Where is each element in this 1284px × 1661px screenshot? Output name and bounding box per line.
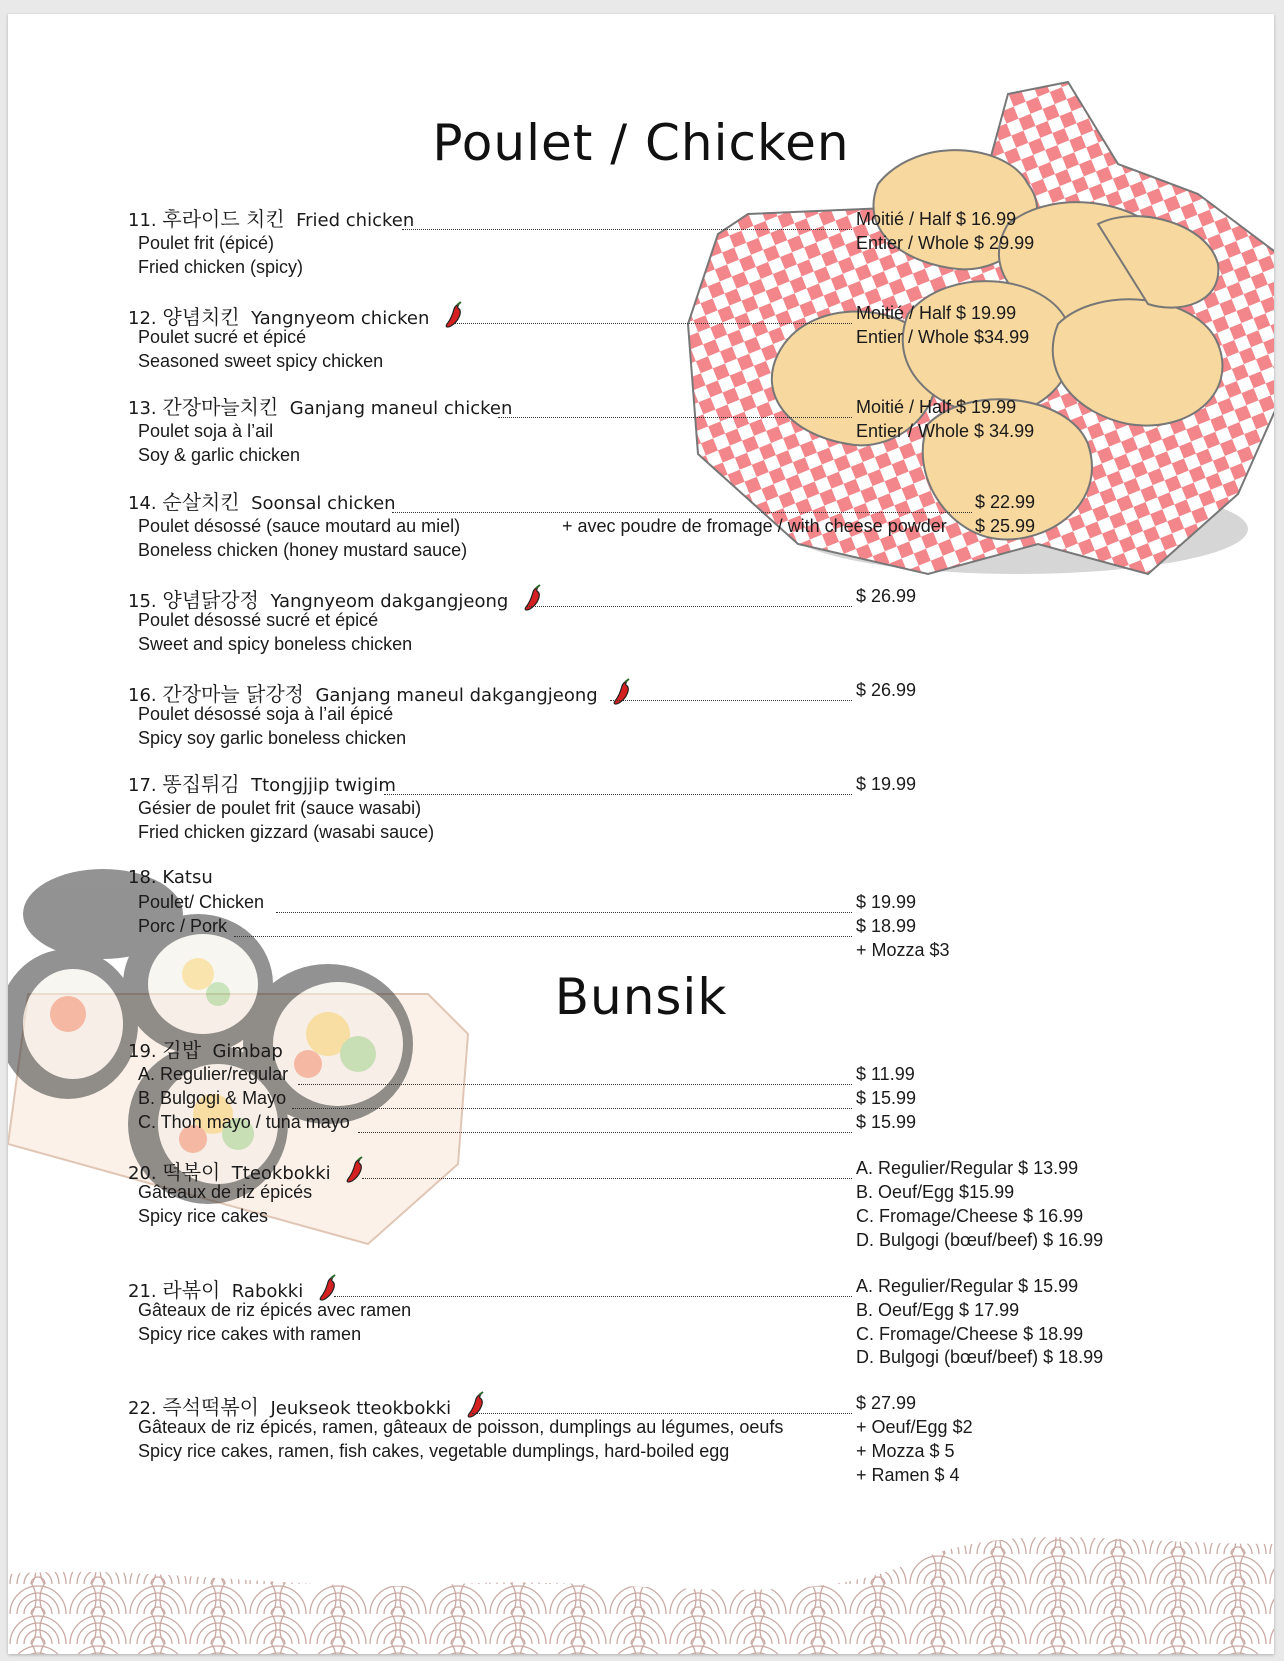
katsu-option-chicken: Poulet/ Chicken <box>138 892 265 912</box>
menu-item-11-desc-fr: Poulet frit (épicé) <box>138 233 275 253</box>
price-12-half: Moitié / Half $ 19.99 <box>856 303 1017 323</box>
menu-item-16-desc-fr: Poulet désossé soja à l’ail épicé <box>138 704 394 724</box>
dot-leader <box>472 1391 852 1414</box>
price-20-c: C. Fromage/Cheese $ 16.99 <box>856 1206 1084 1226</box>
dot-leader <box>610 678 852 701</box>
price-20-d: D. Bulgogi (bœuf/beef) $ 16.99 <box>856 1230 1104 1250</box>
menu-item-16-header: 16. 간장마늘 닭강정 Ganjang maneul dakgangjeong <box>128 678 633 702</box>
menu-item-17-header: 17. 똥집튀김 Ttongjjip twigim <box>128 772 396 796</box>
cheese-powder-option-label: + avec poudre de fromage / with cheese powder <box>562 516 947 536</box>
menu-item-22-desc-fr: Gâteaux de riz épicés, ramen, gâteaux de poisson, dumplings au légumes, oeufs <box>138 1417 784 1437</box>
price-14: $ 22.99 <box>975 492 1036 512</box>
price-11-whole: Entier / Whole $ 29.99 <box>856 233 1035 253</box>
dot-leader <box>234 914 852 937</box>
menu-item-15-desc-fr: Poulet désossé sucré et épicé <box>138 610 379 630</box>
gimbap-option-a: A. Regulier/regular <box>138 1064 289 1084</box>
wave-pattern-decoration <box>8 1524 1274 1654</box>
price-18-chicken: $ 19.99 <box>856 892 917 912</box>
price-13-half: Moitié / Half $ 19.99 <box>856 397 1017 417</box>
menu-item-11-desc-en: Fried chicken (spicy) <box>138 257 304 277</box>
dot-leader <box>498 395 852 418</box>
price-17: $ 19.99 <box>856 774 917 794</box>
menu-item-18-header: 18. Katsu <box>128 867 213 888</box>
menu-item-15-desc-en: Sweet and spicy boneless chicken <box>138 634 413 654</box>
price-19-c: $ 15.99 <box>856 1112 917 1132</box>
menu-item-11-header: 11. 후라이드 치킨 Fried chicken <box>128 207 415 231</box>
dot-leader <box>358 1110 852 1133</box>
dot-leader <box>362 1156 852 1179</box>
menu-item-14-header: 14. 순살치킨 Soonsal chicken <box>128 490 396 514</box>
menu-item-17-desc-fr: Gésier de poulet frit (sauce wasabi) <box>138 798 422 818</box>
section-title-bunsik: Bunsik <box>554 968 728 1026</box>
price-20-a: A. Regulier/Regular $ 13.99 <box>856 1158 1079 1178</box>
menu-item-21-desc-fr: Gâteaux de riz épicés avec ramen <box>138 1300 412 1320</box>
menu-page <box>8 14 1274 1654</box>
price-21-c: C. Fromage/Cheese $ 18.99 <box>856 1324 1084 1344</box>
menu-item-21-header: 21. 라볶이 Rabokki <box>128 1274 339 1298</box>
menu-item-16-desc-en: Spicy soy garlic boneless chicken <box>138 728 407 748</box>
menu-item-12-desc-fr: Poulet sucré et épicé <box>138 327 307 347</box>
price-13-whole: Entier / Whole $ 34.99 <box>856 421 1035 441</box>
dot-leader <box>455 301 852 324</box>
addon-22-ramen: + Ramen $ 4 <box>856 1465 960 1485</box>
menu-item-20-desc-fr: Gâteaux de riz épicés <box>138 1182 313 1202</box>
dot-leader <box>292 1086 852 1109</box>
price-19-b: $ 15.99 <box>856 1088 917 1108</box>
dot-leader <box>298 1062 852 1085</box>
menu-item-20-desc-en: Spicy rice cakes <box>138 1206 269 1226</box>
dot-leader <box>384 772 852 795</box>
gimbap-option-c: C. Thon mayo / tuna mayo <box>138 1112 350 1132</box>
katsu-option-pork: Porc / Pork <box>138 916 228 936</box>
price-14-cheese: $ 25.99 <box>975 516 1036 536</box>
menu-item-14-desc-en: Boneless chicken (honey mustard sauce) <box>138 540 468 560</box>
addon-22-egg: + Oeuf/Egg $2 <box>856 1417 973 1437</box>
addon-22-mozza: + Mozza $ 5 <box>856 1441 955 1461</box>
price-22: $ 27.99 <box>856 1393 917 1413</box>
dot-leader <box>526 584 852 607</box>
price-21-b: B. Oeuf/Egg $ 17.99 <box>856 1300 1020 1320</box>
section-title-chicken: Poulet / Chicken <box>432 114 850 172</box>
price-21-d: D. Bulgogi (bœuf/beef) $ 18.99 <box>856 1347 1104 1367</box>
price-12-whole: Entier / Whole $34.99 <box>856 327 1030 347</box>
price-19-a: $ 11.99 <box>856 1064 915 1084</box>
menu-item-13-desc-fr: Poulet soja à l’ail <box>138 421 274 441</box>
menu-item-13-header: 13. 간장마늘치킨 Ganjang maneul chicken <box>128 395 513 419</box>
menu-item-22-desc-en: Spicy rice cakes, ramen, fish cakes, vegetable dumplings, hard-boiled egg <box>138 1441 730 1461</box>
dot-leader <box>334 1274 852 1297</box>
gimbap-option-b: B. Bulgogi & Mayo <box>138 1088 287 1108</box>
menu-item-19-header: 19. 김밥 Gimbap <box>128 1038 283 1062</box>
price-16: $ 26.99 <box>856 680 917 700</box>
price-11-half: Moitié / Half $ 16.99 <box>856 209 1017 229</box>
menu-item-15-header: 15. 양념닭강정 Yangnyeom dakgangjeong <box>128 584 544 608</box>
menu-item-14-desc-fr: Poulet désossé (sauce moutard au miel) <box>138 516 461 536</box>
menu-item-13-desc-en: Soy & garlic chicken <box>138 445 301 465</box>
dot-leader <box>276 890 852 913</box>
menu-item-12-desc-en: Seasoned sweet spicy chicken <box>138 351 384 371</box>
menu-item-17-desc-en: Fried chicken gizzard (wasabi sauce) <box>138 822 435 842</box>
menu-item-20-header: 20. 떡볶이 Tteokbokki <box>128 1156 366 1180</box>
menu-item-21-desc-en: Spicy rice cakes with ramen <box>138 1324 362 1344</box>
dot-leader <box>402 207 852 230</box>
dot-leader <box>392 490 972 513</box>
price-20-b: B. Oeuf/Egg $15.99 <box>856 1182 1015 1202</box>
price-21-a: A. Regulier/Regular $ 15.99 <box>856 1276 1079 1296</box>
katsu-mozza-addon: + Mozza $3 <box>856 940 950 960</box>
price-18-pork: $ 18.99 <box>856 916 917 936</box>
menu-item-22-header: 22. 즉석떡볶이 Jeukseok tteokbokki <box>128 1391 487 1415</box>
menu-item-12-header: 12. 양념치킨 Yangnyeom chicken <box>128 301 465 325</box>
price-15: $ 26.99 <box>856 586 917 606</box>
